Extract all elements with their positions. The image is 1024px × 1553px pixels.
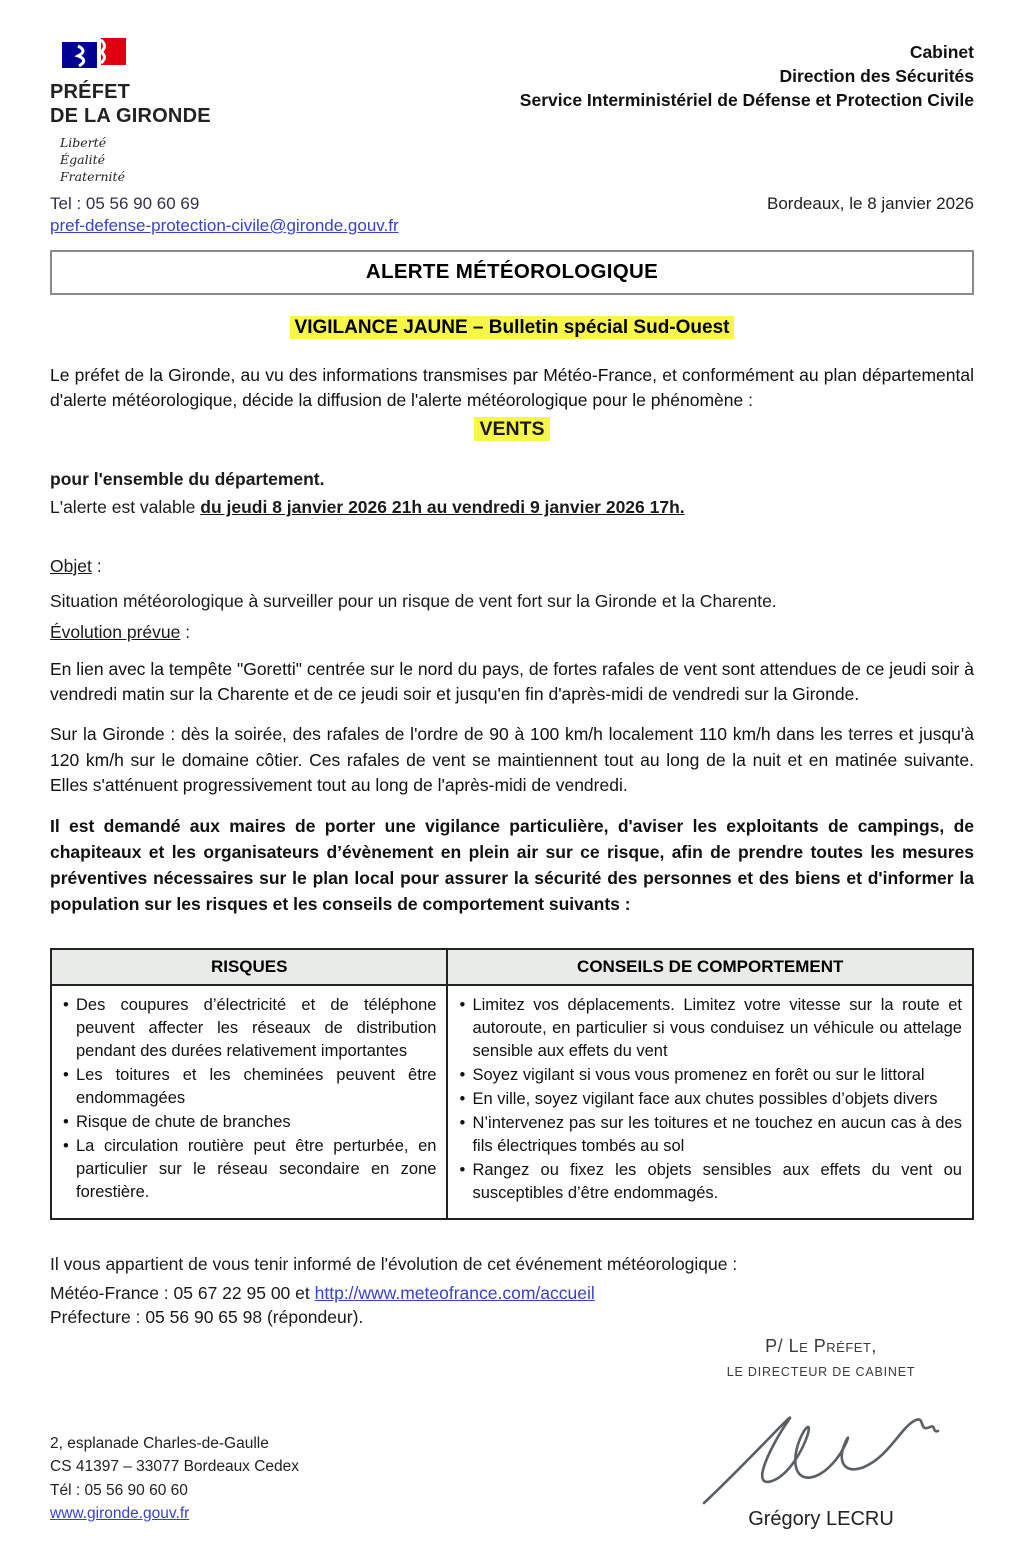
- address-line-phone: Tél : 05 56 90 60 60: [50, 1481, 188, 1499]
- signature-subtitle: LE DIRECTEUR DE CABINET: [726, 1365, 916, 1379]
- alert-title-box: [50, 250, 974, 295]
- signature-scribble-icon: [676, 1381, 966, 1514]
- validity-prefix: L'alerte est valable: [50, 496, 201, 517]
- motto-fraternite: Fraternité: [60, 168, 125, 184]
- evolution-paragraph-2: Sur la Gironde : dès la soirée, des rafales de l'ordre de 90 à 100 km/h localement 110 km/h dans les terres et jusqu'à 120 km/h sur le domaine côtier. Ces rafales de vent se maintiennent tout au long de la nuit et en matinée suivante. Elles s'atténuent progressivement tout au long de l'après-midi de vendredi.: [50, 724, 974, 796]
- motto-egalite: Égalité: [60, 152, 105, 168]
- prefecture-logo-block: [50, 36, 350, 186]
- mayors-notice-paragraph: Il est demandé aux maires de porter une vigilance particulière, d'aviser les exploitants de campings, de chapiteaux et les organisateurs d’évènement en plein air sur ce risque, afin de prendre toutes les mesures préventives nécessaires sur le plan local pour assurer la sécurité des personnes et des biens et d'informer la population sur les risques et les conseils de comportement suivants :: [50, 815, 974, 915]
- intro-paragraph: Le préfet de la Gironde, au vu des informations transmises par Météo-France, et conformément au plan départemental d'alerte météorologique, décide la diffusion de l'alerte météorologique pour le phénomène :: [50, 364, 974, 411]
- contact-email-link[interactable]: pref-defense-protection-civile@gironde.gouv.fr: [50, 215, 399, 235]
- closing-info-line: Il vous appartient de vous tenir informé de l'évolution de cet événement météorologique :: [50, 1254, 738, 1275]
- advice-item: • Rangez ou fixez les objets sensibles aux effets du vent ou susceptibles d’être endommagés.: [454, 1159, 962, 1205]
- issuing-service-block: [520, 36, 974, 112]
- address-line-city: CS 41397 – 33077 Bordeaux Cedex: [50, 1458, 300, 1476]
- org-line-direction: Direction des Sécurités: [779, 66, 974, 87]
- table-body-row: [51, 985, 973, 1220]
- meteo-france-link[interactable]: http://www.meteofrance.com/accueil: [314, 1283, 595, 1304]
- risks-cell: [51, 985, 447, 1220]
- risk-item: • Des coupures d’électricité et de téléphone peuvent affecter les réseaux de distribution pendant des durées relativement importantes: [58, 994, 436, 1063]
- alert-title: ALERTE MÉTÉOROLOGIQUE: [365, 259, 659, 283]
- table-header-row: [51, 949, 973, 985]
- signatory-name: Grégory LECRU: [748, 1508, 894, 1530]
- contact-email-line: [50, 216, 974, 236]
- meteo-france-text: Météo-France : 05 67 22 95 00 et: [50, 1283, 315, 1304]
- website-link[interactable]: www.gironde.gouv.fr: [50, 1504, 190, 1522]
- logo-motto: [60, 135, 350, 186]
- phenomenon-line: [50, 418, 974, 441]
- advice-item: • Limitez vos déplacements. Limitez votre vitesse sur la route et autoroute, en particulier si vous conduisez un véhicule ou attelage sensible aux effets du vent: [454, 994, 962, 1063]
- advice-item: • Soyez vigilant si vous vous promenez en forêt ou sur le littoral: [454, 1064, 962, 1087]
- validity-period: du jeudi 8 janvier 2026 21h au vendredi 9 janvier 2026 17h.: [200, 496, 685, 517]
- evolution-label: Évolution prévue: [50, 621, 181, 642]
- scope-line: pour l'ensemble du département.: [50, 468, 325, 489]
- advice-item: • N’intervenez pas sur les toitures et ne touchez en aucun cas à des fils électriques tombés au sol: [454, 1112, 962, 1158]
- validity-line: [50, 497, 974, 518]
- evolution-label-line: [50, 622, 974, 643]
- advice-item: • En ville, soyez vigilant face aux chutes possibles d’objets divers: [454, 1088, 962, 1111]
- vigilance-subtitle: VIGILANCE JAUNE – Bulletin spécial Sud-Ouest: [290, 316, 735, 339]
- table-header-advice: CONSEILS DE COMPORTEMENT: [447, 949, 973, 985]
- table-header-risks: RISQUES: [51, 949, 447, 985]
- advice-list: [454, 994, 962, 1206]
- objet-label: Objet: [50, 555, 92, 576]
- risks-list: [58, 994, 436, 1205]
- signature-block: [676, 1336, 966, 1531]
- contact-row: [50, 194, 974, 214]
- prefecture-line: Préfecture : 05 56 90 65 98 (répondeur).: [50, 1307, 364, 1328]
- advice-cell: [447, 985, 973, 1220]
- evolution-paragraph-1: En lien avec la tempête "Goretti" centrée sur le nord du pays, de fortes rafales de vent sont attendues de ce jeudi soir à vendredi matin sur la Charente et de ce jeudi soir et jusqu'en fin d'après-midi de vendredi sur la Gironde.: [50, 658, 974, 705]
- meteo-france-line: [50, 1283, 974, 1304]
- org-line-cabinet: Cabinet: [909, 42, 974, 62]
- header: [50, 36, 974, 186]
- address-line-street: 2, esplanade Charles-de-Gaulle: [50, 1435, 269, 1452]
- french-flag-marianne-icon: [60, 36, 350, 75]
- risk-item: • Les toitures et les cheminées peuvent être endommagées: [58, 1064, 436, 1110]
- evolution-colon: :: [180, 621, 191, 642]
- dateline: Bordeaux, le 8 janvier 2026: [767, 193, 974, 213]
- risk-item: • Risque de chute de branches: [58, 1111, 436, 1134]
- signature-title: P/ Le Préfet,: [765, 1336, 877, 1356]
- motto-liberte: Liberté: [60, 135, 107, 151]
- objet-text: Situation météorologique à surveiller pour un risque de vent fort sur la Gironde et la Charente.: [50, 590, 777, 611]
- logo-title-line2: DE LA GIRONDE: [50, 104, 211, 127]
- contact-phone: Tel : 05 56 90 60 69: [50, 193, 200, 213]
- logo-title-line1: PRÉFET: [50, 81, 131, 103]
- org-line-service: Service Interministériel de Défense et Protection Civile: [519, 90, 974, 111]
- footer-address-block: [50, 1432, 299, 1525]
- logo-title: [50, 81, 350, 128]
- objet-colon: :: [91, 555, 102, 576]
- risks-advice-table: [50, 948, 974, 1221]
- risk-item: • La circulation routière peut être perturbée, en particulier sur le réseau secondaire en zone forestière.: [58, 1135, 436, 1204]
- vigilance-subtitle-line: [50, 317, 974, 339]
- phenomenon-label: VENTS: [474, 417, 549, 441]
- objet-label-line: [50, 556, 974, 577]
